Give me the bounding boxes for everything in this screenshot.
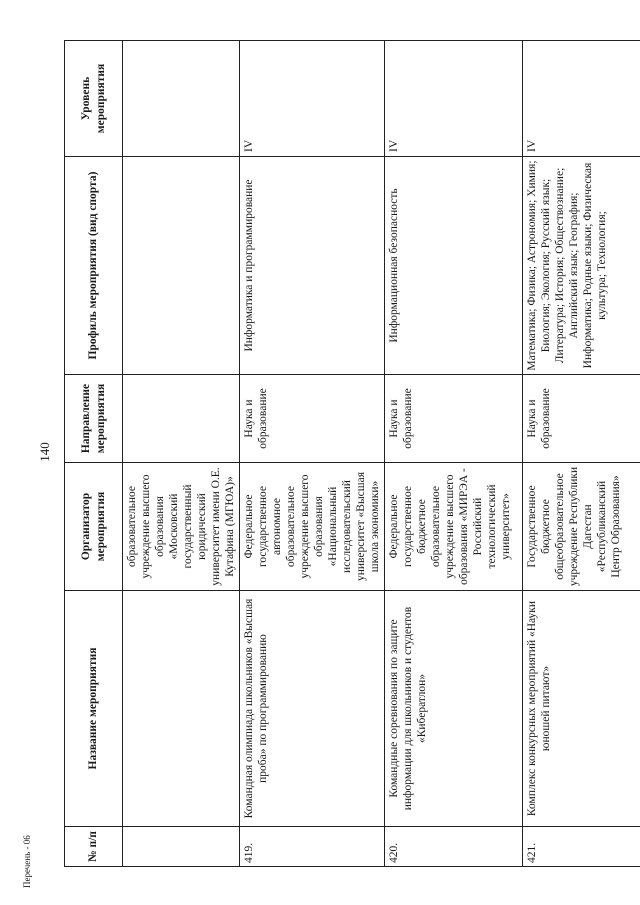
table-row bbox=[240, 41, 385, 867]
header-organizer: Организатор мероприятия bbox=[65, 463, 123, 591]
cell-organizer: Федеральное государственное автономное образовательное учреждение высшего образования «Национальный исследовательский университет «Высшая школа экономики» bbox=[240, 463, 385, 591]
cell-number: 420. bbox=[385, 827, 523, 867]
table-row bbox=[523, 41, 640, 867]
page-number: 140 bbox=[37, 442, 52, 462]
header-profile: Профиль мероприятия (вид спорта) bbox=[65, 157, 123, 375]
cell-level: IV bbox=[523, 41, 640, 157]
rotated-page-content bbox=[64, 41, 624, 867]
table-row bbox=[385, 41, 523, 867]
header-event-name: Название мероприятия bbox=[65, 591, 123, 827]
cell-number: 419. bbox=[240, 827, 385, 867]
cell-event-name: Командные соревнования по защите информации для школьников и студентов «Кибератлон» bbox=[385, 591, 523, 827]
cell-organizer: Государственное бюджетное общеобразовательное учреждение Республики Дагестан «Республиканский Центр Образования» bbox=[523, 463, 640, 591]
cell-level: IV bbox=[385, 41, 523, 157]
events-table bbox=[64, 40, 640, 867]
header-number: № п/п bbox=[65, 827, 123, 867]
cell-direction: Наука и образование bbox=[523, 375, 640, 463]
cell-organizer: образовательное учреждение высшего образования «Московский государственный юридический университет имени О.Е. Кутафина (МГЮА)» bbox=[123, 463, 240, 591]
cell-profile: Математика; Физика; Астрономия; Химия; Биология; Экология; Русский язык; Литература; История; Обществознание; Английский язык; География; Информатика; Родные языки; Физическая культура; Технология; bbox=[523, 157, 640, 375]
cell-direction: Наука и образование bbox=[385, 375, 523, 463]
table-header-row bbox=[65, 41, 123, 867]
cell-organizer: Федеральное государственное бюджетное образовательное учреждение высшего образования «МИРЭА - Российский технологический университет» bbox=[385, 463, 523, 591]
cell-number bbox=[123, 827, 240, 867]
cell-event-name: Командная олимпиада школьников «Высшая проба» по программированию bbox=[240, 591, 385, 827]
cell-level bbox=[123, 41, 240, 157]
footer-note: Перечень - 06 bbox=[22, 835, 32, 888]
cell-level: IV bbox=[240, 41, 385, 157]
cell-event-name: Комплекс конкурсных мероприятий «Науки юношей питают» bbox=[523, 591, 640, 827]
cell-direction bbox=[123, 375, 240, 463]
cell-number: 421. bbox=[523, 827, 640, 867]
cell-event-name bbox=[123, 591, 240, 827]
header-direction: Направление мероприятия bbox=[65, 375, 123, 463]
cell-profile: Информационная безопасность bbox=[385, 157, 523, 375]
cell-direction: Наука и образование bbox=[240, 375, 385, 463]
table-row-continuation bbox=[123, 41, 240, 867]
cell-profile: Информатика и программирование bbox=[240, 157, 385, 375]
header-level: Уровень мероприятия bbox=[65, 41, 123, 157]
cell-profile bbox=[123, 157, 240, 375]
